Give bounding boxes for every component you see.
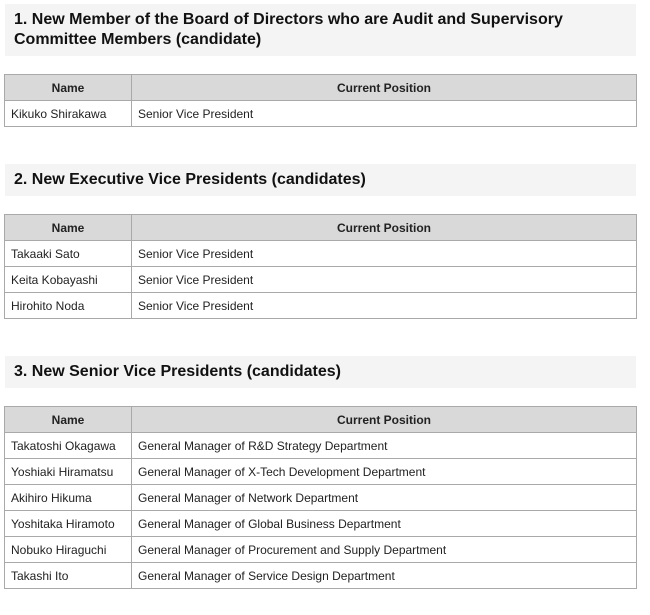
table-row xyxy=(5,511,637,537)
position-cell: Senior Vice President xyxy=(132,101,637,127)
table-row xyxy=(5,459,637,485)
section-title: 1. New Member of the Board of Directors who are Audit and Supervisory Committee Members (candidate) xyxy=(14,11,563,48)
table-row xyxy=(5,563,637,589)
candidates-table xyxy=(4,406,637,589)
table-row xyxy=(5,293,637,319)
position-cell: General Manager of Service Design Department xyxy=(132,563,637,589)
position-cell: Senior Vice President xyxy=(132,293,637,319)
name-cell: Keita Kobayashi xyxy=(5,267,132,293)
name-cell: Takashi Ito xyxy=(5,563,132,589)
candidates-table xyxy=(4,214,637,319)
name-cell: Yoshitaka Hiramoto xyxy=(5,511,132,537)
name-column-header: Name xyxy=(5,75,132,101)
table-row xyxy=(5,241,637,267)
section-heading xyxy=(5,4,636,56)
position-cell: Senior Vice President xyxy=(132,267,637,293)
table-row xyxy=(5,101,637,127)
section-title: 3. New Senior Vice Presidents (candidates) xyxy=(14,363,341,380)
position-cell: General Manager of X-Tech Development Department xyxy=(132,459,637,485)
table-row xyxy=(5,537,637,563)
table-header-row xyxy=(5,75,637,101)
name-column-header: Name xyxy=(5,407,132,433)
table-row xyxy=(5,267,637,293)
position-cell: General Manager of Global Business Department xyxy=(132,511,637,537)
candidates-table xyxy=(4,74,637,127)
section-title: 2. New Executive Vice Presidents (candidates) xyxy=(14,171,366,188)
table-header-row xyxy=(5,407,637,433)
position-cell: General Manager of Network Department xyxy=(132,485,637,511)
table-header-row xyxy=(5,215,637,241)
table-row xyxy=(5,433,637,459)
name-cell: Akihiro Hikuma xyxy=(5,485,132,511)
name-cell: Hirohito Noda xyxy=(5,293,132,319)
name-cell: Takatoshi Okagawa xyxy=(5,433,132,459)
name-cell: Yoshiaki Hiramatsu xyxy=(5,459,132,485)
position-column-header: Current Position xyxy=(132,407,637,433)
section-heading xyxy=(5,356,636,388)
table-row xyxy=(5,485,637,511)
position-cell: Senior Vice President xyxy=(132,241,637,267)
position-cell: General Manager of R&D Strategy Department xyxy=(132,433,637,459)
name-cell: Kikuko Shirakawa xyxy=(5,101,132,127)
name-cell: Takaaki Sato xyxy=(5,241,132,267)
section-heading xyxy=(5,164,636,196)
position-cell: General Manager of Procurement and Supply Department xyxy=(132,537,637,563)
name-column-header: Name xyxy=(5,215,132,241)
position-column-header: Current Position xyxy=(132,215,637,241)
position-column-header: Current Position xyxy=(132,75,637,101)
name-cell: Nobuko Hiraguchi xyxy=(5,537,132,563)
